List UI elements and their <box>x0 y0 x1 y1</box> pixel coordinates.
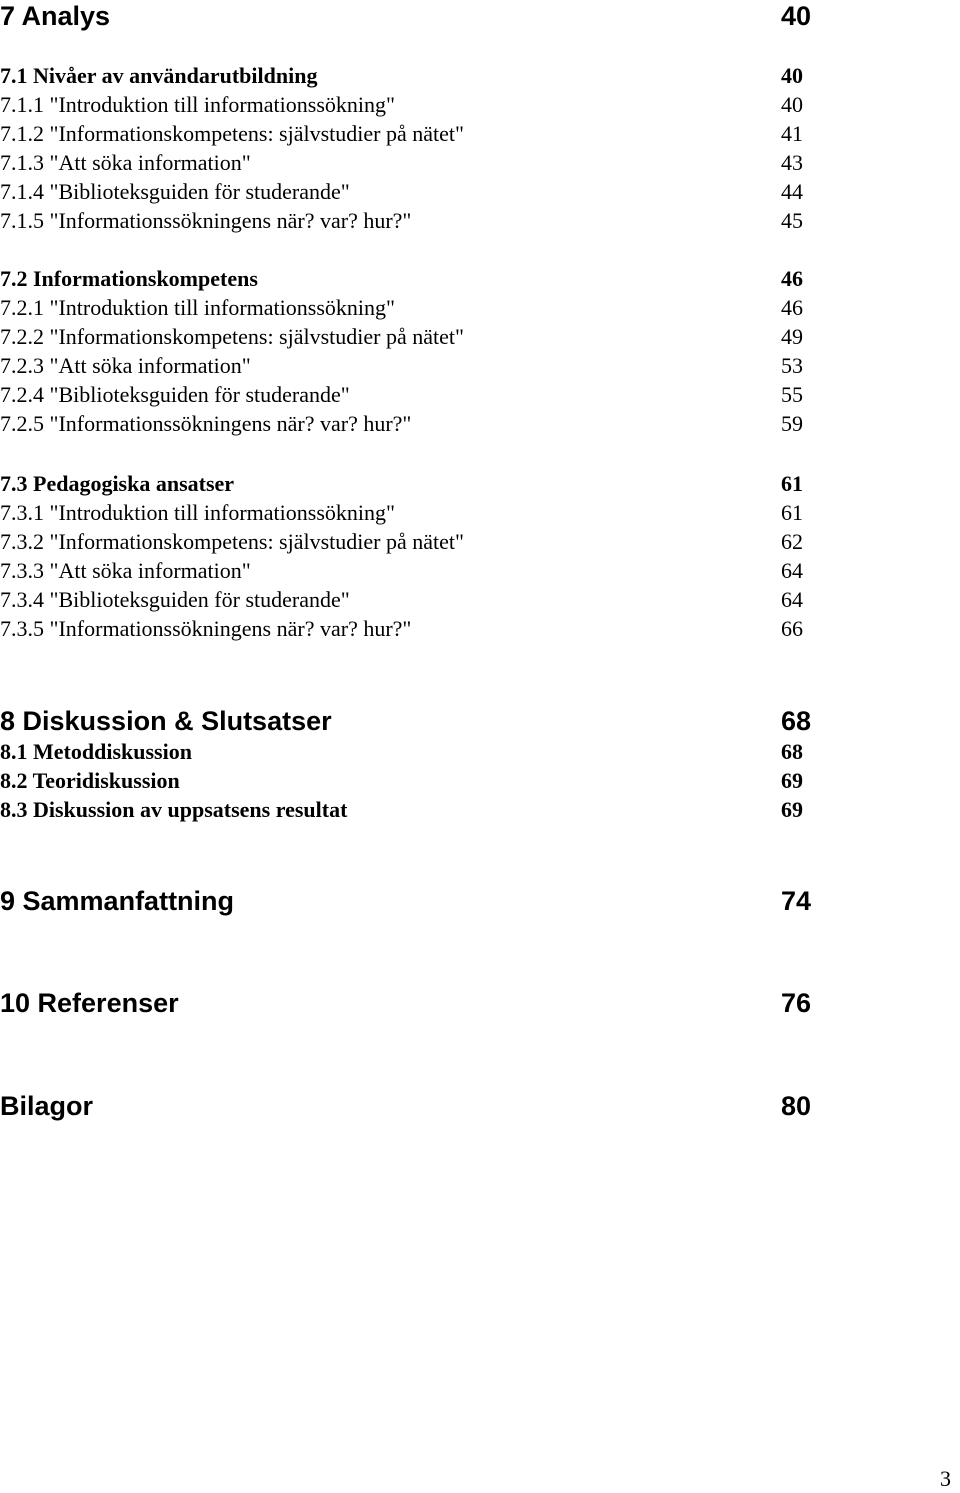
toc-entry-page: 55 <box>781 382 803 407</box>
toc-entry-title: 8 Diskussion & Slutsatser <box>0 706 332 736</box>
toc-entry-title: 7.3.5 "Informationssökningens när? var? hur?" <box>0 616 412 641</box>
toc-entry-title: 7.2.5 "Informationssökningens när? var? hur?" <box>0 411 412 436</box>
toc-entry-title: 8.1 Metoddiskussion <box>0 739 192 764</box>
toc-entry-page: 64 <box>781 587 803 612</box>
toc-entry-page: 74 <box>781 886 812 916</box>
toc-entry-title: 7.1.5 "Informationssökningens när? var? hur?" <box>0 208 412 233</box>
toc-entry-page: 53 <box>781 353 803 378</box>
toc-entry-title: 7.1.2 "Informationskompetens: självstudier på nätet" <box>0 121 464 146</box>
toc-entry-title: 7.1.4 "Biblioteksguiden för studerande" <box>0 179 350 204</box>
toc-entry-page: 61 <box>781 471 803 496</box>
toc-entry-title: 7.2.1 "Introduktion till informationssökning" <box>0 295 396 320</box>
toc-entry-title: 7.2.2 "Informationskompetens: självstudier på nätet" <box>0 324 464 349</box>
toc-entry-title: 7.2 Informationskompetens <box>0 266 258 291</box>
toc-entry-page: 43 <box>781 150 803 175</box>
toc-entry-title: 7.1.3 "Att söka information" <box>0 150 251 175</box>
toc-entry-page: 68 <box>781 739 803 764</box>
toc-entry-title: 7 Analys <box>0 1 111 31</box>
toc-entry-title: 7.3 Pedagogiska ansatser <box>0 471 235 496</box>
toc-entry-title: 7.3.3 "Att söka information" <box>0 558 251 583</box>
toc-entry-page: 61 <box>781 500 803 525</box>
toc-entry-page: 64 <box>781 558 803 583</box>
toc-entry-title: 7.3.1 "Introduktion till informationssökning" <box>0 500 396 525</box>
toc-entry-title: 7.1.1 "Introduktion till informationssökning" <box>0 92 396 117</box>
page-number: 3 <box>940 1466 951 1491</box>
toc-entry-page: 68 <box>781 706 812 736</box>
toc-entry-page: 49 <box>781 324 803 349</box>
toc-entry-title: 8.2 Teoridiskussion <box>0 768 180 793</box>
toc-entry-page: 69 <box>781 797 803 822</box>
toc-entry-page: 40 <box>781 1 812 31</box>
toc-entry-page: 69 <box>781 768 803 793</box>
toc-entry-page: 40 <box>781 63 803 88</box>
toc-entry-page: 45 <box>781 208 803 233</box>
toc-entry-title: 7.2.3 "Att söka information" <box>0 353 251 378</box>
toc-entry-page: 62 <box>781 529 803 554</box>
toc-entry-page: 76 <box>781 988 812 1018</box>
toc-entry-page: 59 <box>781 411 803 436</box>
toc-entry-title: 10 Referenser <box>0 988 179 1018</box>
toc-entry-page: 80 <box>781 1091 812 1121</box>
toc-entry-page: 46 <box>781 266 803 291</box>
toc-entry-title: 7.3.2 "Informationskompetens: självstudier på nätet" <box>0 529 464 554</box>
toc-entry-page: 44 <box>781 179 803 204</box>
toc-entry-page: 46 <box>781 295 803 320</box>
toc-entry-page: 40 <box>781 92 803 117</box>
toc-entry-page: 66 <box>781 616 803 641</box>
toc-entry-page: 41 <box>781 121 803 146</box>
toc-entry-title: 7.1 Nivåer av användarutbildning <box>0 63 318 88</box>
toc-entry-title: Bilagor <box>0 1091 94 1121</box>
toc-entry-title: 9 Sammanfattning <box>0 886 235 916</box>
toc-entry-title: 7.2.4 "Biblioteksguiden för studerande" <box>0 382 350 407</box>
toc-entry-title: 7.3.4 "Biblioteksguiden för studerande" <box>0 587 350 612</box>
toc-entry-title: 8.3 Diskussion av uppsatsens resultat <box>0 797 348 822</box>
